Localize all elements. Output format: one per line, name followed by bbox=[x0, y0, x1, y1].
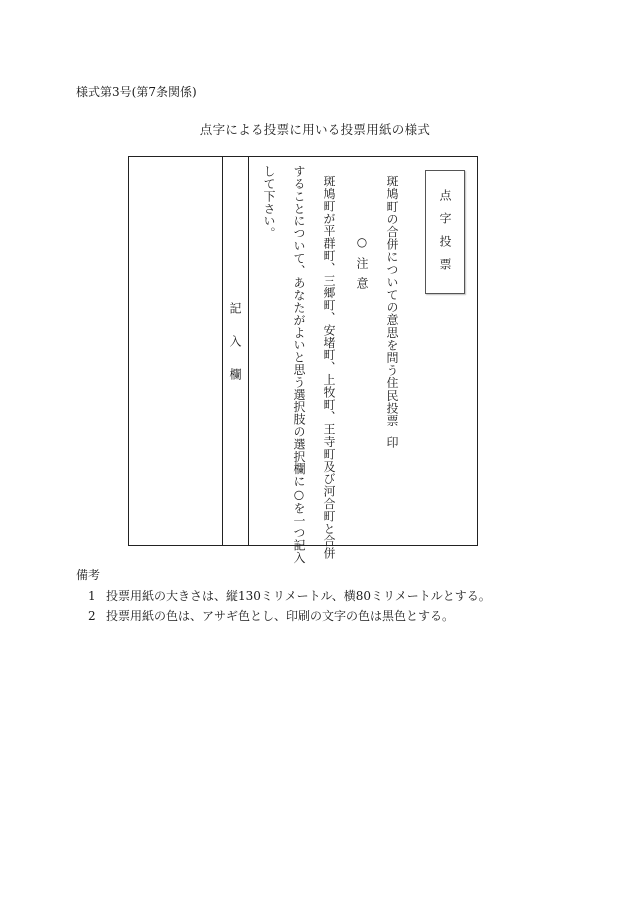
form-number: 様式第3号(第7条関係) bbox=[76, 85, 197, 99]
seal-mark: 印 bbox=[385, 436, 399, 448]
entry-column-label: 記入欄 bbox=[228, 302, 242, 401]
braille-ballot-stamp bbox=[425, 170, 465, 294]
instruction-line: して下さい。 bbox=[262, 165, 276, 240]
ballot-form bbox=[128, 156, 478, 564]
entry-column-divider-right bbox=[248, 157, 249, 545]
instruction-line: することについて、あなたがよいと思う選択肢の選択欄に○を一つ記入 bbox=[292, 165, 306, 564]
remark-item bbox=[88, 589, 491, 603]
remark-item bbox=[88, 609, 454, 623]
remarks-title: 備考 bbox=[76, 568, 101, 582]
entry-column-divider-left bbox=[222, 157, 223, 545]
remark-text: 投票用紙の色は、アサギ色とし、印刷の文字の色は黒色とする。 bbox=[106, 609, 455, 623]
ballot-heading: 斑鳩町の合併についての意思を問う住民投票 bbox=[385, 175, 399, 427]
document-title: 点字による投票に用いる投票用紙の様式 bbox=[199, 122, 431, 137]
instruction-line: 斑鳩町が平群町、三郷町、安堵町、上牧町、王寺町及び河合町と合併 bbox=[322, 175, 336, 560]
stamp-label: 点字投票 bbox=[438, 189, 452, 281]
notice-heading: ○注意 bbox=[355, 235, 369, 297]
remark-text: 投票用紙の大きさは、縦130ミリメートル、横80ミリメートルとする。 bbox=[106, 589, 491, 603]
remark-number: 1 bbox=[88, 589, 96, 603]
remark-number: 2 bbox=[88, 609, 96, 623]
